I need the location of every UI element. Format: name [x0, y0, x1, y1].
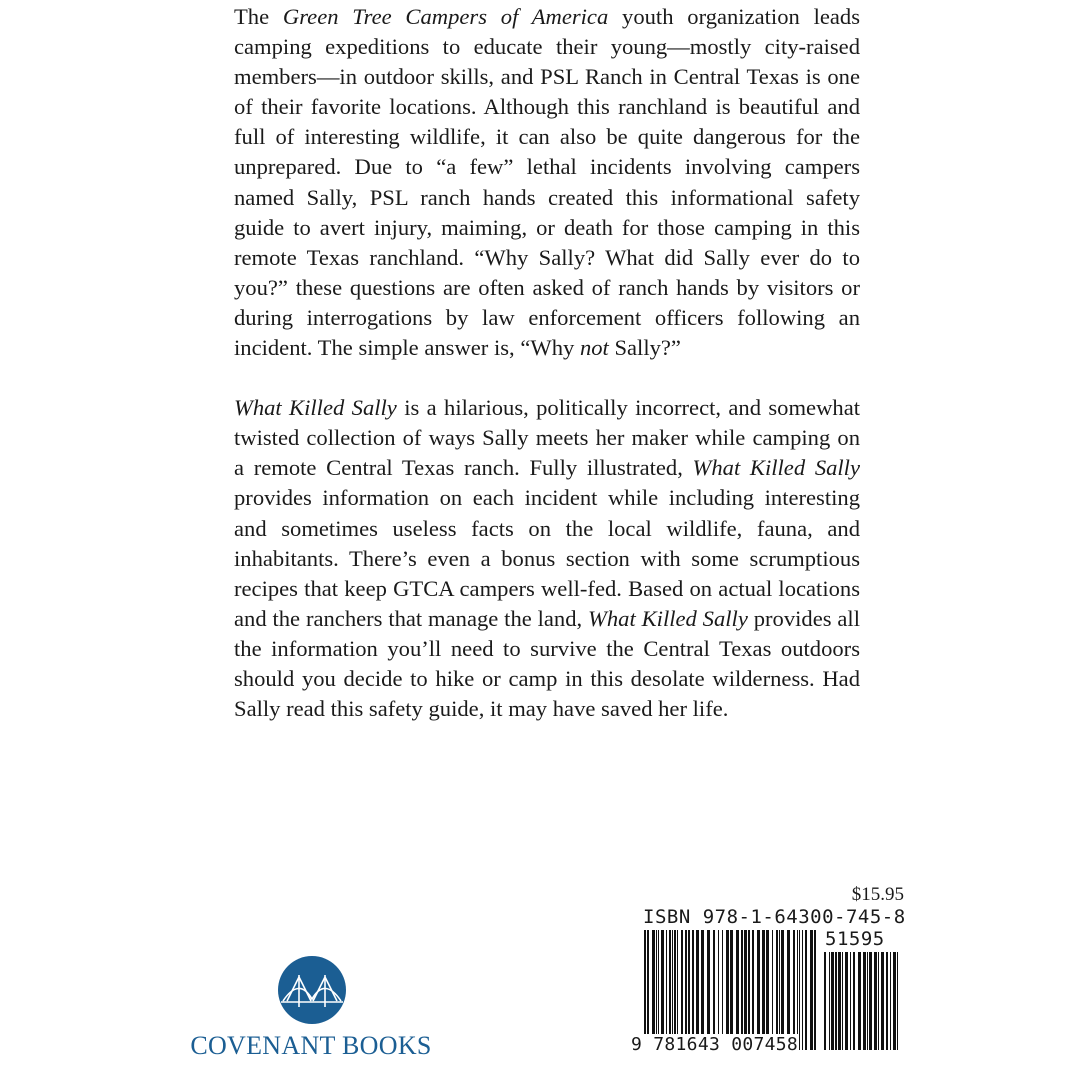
price-code: 51595 [825, 928, 885, 950]
barcode-bar [661, 930, 664, 1050]
barcode-bar [802, 930, 803, 1050]
barcode-bar [736, 930, 739, 1050]
isbn-barcode [615, 904, 905, 1056]
barcode-bar [787, 930, 790, 1050]
barcode-bar [850, 952, 851, 1050]
barcode-bar [863, 952, 866, 1050]
barcode-bar [838, 952, 841, 1050]
barcode-bar [867, 952, 868, 1050]
barcode-bar [672, 930, 673, 1050]
barcode-bar [890, 952, 891, 1050]
barcode-bar [853, 952, 855, 1050]
back-cover-blurb [234, 2, 860, 724]
barcode-bar [814, 930, 816, 1050]
publisher-name: COVENANT BOOKS [190, 1031, 432, 1060]
ean-digits: 9 781643 007458 [631, 1034, 799, 1055]
barcode-bar [799, 930, 800, 1050]
barcode-bar [713, 930, 715, 1050]
publisher-logo [180, 955, 442, 1067]
barcode-bar [752, 930, 754, 1050]
barcode-bar [757, 930, 760, 1050]
barcode-bar [881, 952, 884, 1050]
barcode-bar [797, 930, 798, 1050]
price-label: $15.95 [851, 884, 904, 905]
barcode-bar [707, 930, 710, 1050]
barcode-bar [842, 952, 843, 1050]
barcode-bar [666, 930, 667, 1050]
emphasis-not: not [579, 335, 609, 361]
barcode-bar [681, 930, 683, 1050]
barcode-bar [893, 952, 896, 1050]
blurb-text: Sally?” [608, 335, 681, 361]
barcode-bar [677, 930, 678, 1050]
barcode-bar [869, 952, 872, 1050]
addon-barcode-bars [823, 952, 901, 1050]
barcode-bar [835, 952, 837, 1050]
book-title: What Killed Sally [234, 395, 397, 421]
barcode-bar [897, 952, 898, 1050]
barcode-bar [772, 930, 773, 1050]
barcode-bar [644, 930, 646, 1050]
barcode-bar [829, 952, 830, 1050]
barcode-bar [658, 930, 659, 1050]
barcode-bar [824, 952, 826, 1050]
blurb-text: provides all the information you’ll need to survive the Central Texas outdoors should you decide to hike or camp in this desolate wilderness. Had Sally read this safety guide, it may have saved her life. [234, 605, 860, 722]
blurb-text: is a hilarious, politically incorrect, and somewhat twisted collection of ways Sally meets her maker while camping on a remote Central Texas ranch. Fully illustrated, [234, 395, 860, 481]
barcode-bar [762, 930, 765, 1050]
barcode-bar [669, 930, 671, 1050]
barcode-bar [858, 952, 861, 1050]
organization-name: Green Tree Campers of America [282, 4, 609, 29]
barcode-bar [718, 930, 719, 1050]
blurb-text: youth organization leads camping expeditions to educate their young—mostly city-raised members—in outdoor skills, and PSL Ranch in Central Texas is one of their favorite locations. Although this ranchland is beautiful and full of interesting wildlife, it can also be quite dangerous for the unprepared. Due to “a few” lethal incidents involving campers named Sally, PSL ranch hands created this informational safety guide to avert injury, maiming, or death for those camping in this remote Texas ranchland. “Why Sally? What did Sally ever do to you?” these questions are often asked of ranch hands by visitors or during interrogations by law enforcement officers following an incident. The simple answer is, “Why [234, 4, 860, 361]
blurb-text: The [234, 4, 283, 29]
barcode-bar [722, 930, 723, 1050]
barcode-bar [874, 952, 877, 1050]
barcode-bar [810, 930, 813, 1050]
barcode-bar [781, 930, 784, 1050]
barcode-bar [696, 930, 699, 1050]
blurb-text: provides information on each incident while including interesting and sometimes useless facts on the local wildlife, fauna, and inhabitants. There’s even a bonus section with some scrumptious recipes that keep GTCA campers well-fed. Based on actual locations and the ranchers that manage the land, [234, 485, 860, 631]
barcode-bar [776, 930, 778, 1050]
barcode-bar [726, 930, 729, 1050]
barcode-bar [793, 930, 795, 1050]
blurb-paragraph-1 [234, 2, 860, 363]
barcode-bar [886, 952, 888, 1050]
blurb-paragraph-2 [234, 393, 860, 724]
bridge-in-circle-icon [277, 955, 347, 1025]
barcode-bar [685, 930, 687, 1050]
barcode-bar [878, 952, 879, 1050]
barcode-bar [656, 930, 657, 1050]
barcode-bar [701, 930, 704, 1050]
barcode-bar [674, 930, 676, 1050]
barcode-bar [779, 930, 780, 1050]
barcode-bar [805, 930, 807, 1050]
barcode-bar [744, 930, 747, 1050]
barcode-bar [831, 952, 834, 1050]
book-title: What Killed Sally [588, 605, 748, 631]
book-title: What Killed Sally [692, 455, 860, 481]
ean-barcode-bars [643, 930, 819, 1050]
isbn-number: ISBN 978-1-64300-745-8 [643, 906, 906, 928]
barcode-bar [766, 930, 769, 1050]
barcode-bar [748, 930, 750, 1050]
barcode-bar [845, 952, 848, 1050]
barcode-bar [741, 930, 743, 1050]
barcode-bar [647, 930, 649, 1050]
barcode-bar [652, 930, 655, 1050]
barcode-bar [730, 930, 733, 1050]
barcode-bar [692, 930, 694, 1050]
barcode-bar [688, 930, 690, 1050]
